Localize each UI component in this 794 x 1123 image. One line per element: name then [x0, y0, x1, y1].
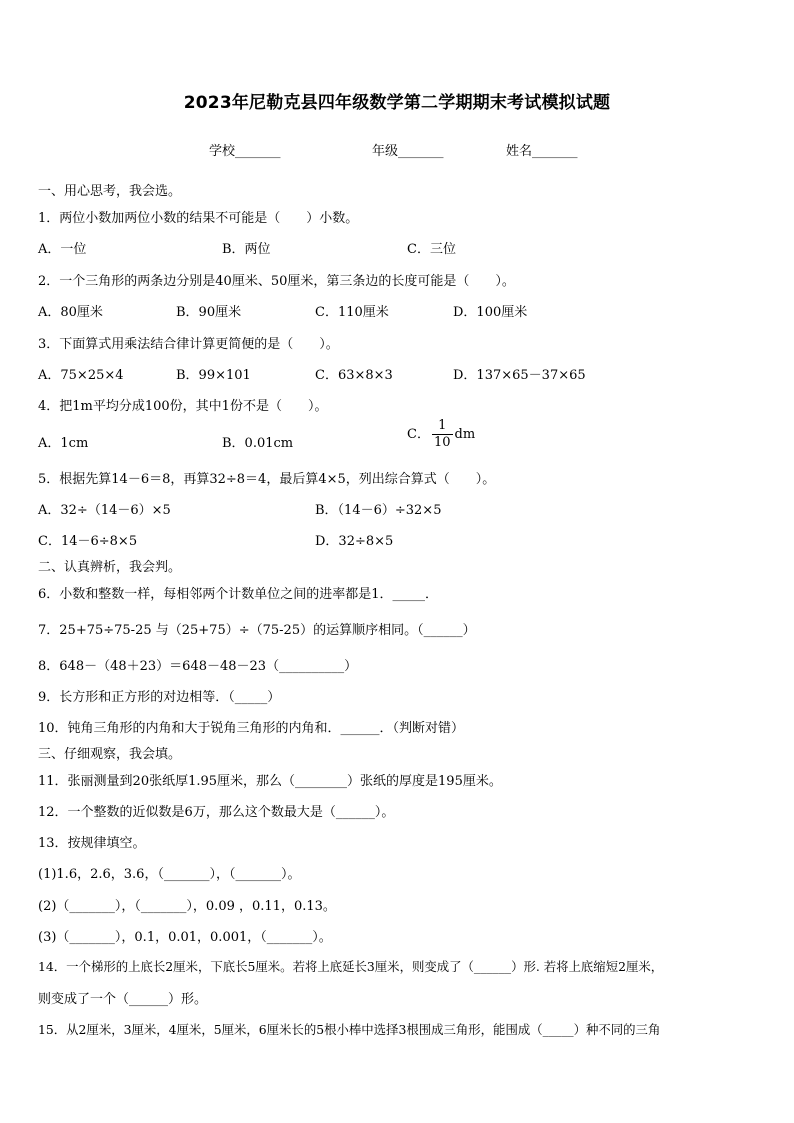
question-4-option-c-prefix: C．	[407, 427, 430, 442]
question-3-option-a: A．75×25×4	[38, 368, 124, 383]
question-5-option-b: B．（14－6）÷32×5	[315, 503, 442, 518]
question-13-part-3: (3)（_______），0.1，0.01，0.001，（_______）。	[38, 930, 332, 945]
question-1-option-c: C．三位	[407, 242, 456, 257]
question-2-option-a: A．80厘米	[38, 305, 103, 320]
fraction-numerator: 1	[432, 418, 453, 435]
question-12: 12．一个整数的近似数是6万，那么这个数最大是（______）。	[38, 805, 395, 820]
question-1-option-a: A．一位	[38, 242, 87, 257]
question-9: 9．长方形和正方形的对边相等．（_____）	[38, 690, 281, 705]
grade-field: 年级_______	[372, 144, 444, 159]
question-5-stem: 5．根据先算14－6＝8，再算32÷8＝4，最后算4×5，列出综合算式（ ）。	[38, 472, 496, 487]
question-1-stem: 1．两位小数加两位小数的结果不可能是（ ）小数。	[38, 211, 359, 226]
question-13-part-1: (1)1.6，2.6，3.6，（_______），（_______）。	[38, 867, 301, 882]
question-3-option-c: C．63×8×3	[315, 368, 393, 383]
question-2-option-d: D．100厘米	[453, 305, 528, 320]
question-15: 15．从2厘米，3厘米，4厘米，5厘米，6厘米长的5根小棒中选择3根围成三角形，能围成（_____）种不同的三角	[38, 1022, 661, 1037]
section-heading-choice: 一、用心思考，我会选。	[38, 184, 182, 199]
question-4-option-c-unit: dm	[454, 427, 476, 442]
section-heading-fill: 三、仔细观察，我会填。	[38, 747, 182, 762]
question-5-option-c: C．14－6÷8×5	[38, 534, 138, 549]
question-6: 6．小数和整数一样，每相邻两个计数单位之间的进率都是1．_____．	[38, 587, 439, 602]
question-4-stem: 4．把1m平均分成100份，其中1份不是（ ）。	[38, 399, 328, 414]
question-10: 10．钝角三角形的内角和大于锐角三角形的内角和．______．（判断对错）	[38, 721, 465, 736]
question-14-line-1: 14．一个梯形的上底长2厘米，下底长5厘米。若将上底延长3厘米，则变成了（______）形. 若将上底缩短2厘米，	[38, 959, 664, 974]
question-13-part-2: (2)（_______），（_______），0.09 ，0.11，0.13。	[38, 899, 336, 914]
page-title: 2023年尼勒克县四年级数学第二学期期末考试模拟试题	[183, 93, 611, 113]
question-2-option-c: C．110厘米	[315, 305, 389, 320]
question-4-option-b: B．0.01cm	[222, 436, 294, 451]
section-heading-judge: 二、认真辨析，我会判。	[38, 560, 182, 575]
name-field: 姓名_______	[506, 144, 578, 159]
question-1-option-b: B．两位	[222, 242, 271, 257]
question-14-line-2: 则变成了一个（______）形。	[38, 992, 208, 1007]
question-4-option-a: A．1cm	[38, 436, 89, 451]
fraction	[432, 418, 453, 451]
question-3-option-d: D．137×65－37×65	[453, 368, 586, 383]
question-4-option-c	[407, 418, 475, 451]
question-8: 8．648－（48＋23）＝648－48－23（__________）	[38, 659, 358, 674]
question-3-stem: 3．下面算式用乘法结合律计算更简便的是（ ）。	[38, 337, 339, 352]
question-2-stem: 2．一个三角形的两条边分别是40厘米、50厘米，第三条边的长度可能是（ ）。	[38, 274, 515, 289]
question-11: 11．张丽测量到20张纸厚1.95厘米，那么（________）张纸的厚度是195厘米。	[38, 774, 502, 789]
question-2-option-b: B．90厘米	[176, 305, 242, 320]
question-5-option-a: A．32÷（14－6）×5	[38, 503, 171, 518]
school-field: 学校_______	[209, 144, 281, 159]
question-13-stem: 13．按规律填空。	[38, 836, 146, 851]
question-7: 7．25+75÷75-25 与（25+75）÷（75-25）的运算顺序相同。（______）	[38, 623, 476, 638]
question-5-option-d: D．32÷8×5	[315, 534, 394, 549]
question-3-option-b: B．99×101	[176, 368, 251, 383]
fraction-denominator: 10	[433, 435, 451, 450]
